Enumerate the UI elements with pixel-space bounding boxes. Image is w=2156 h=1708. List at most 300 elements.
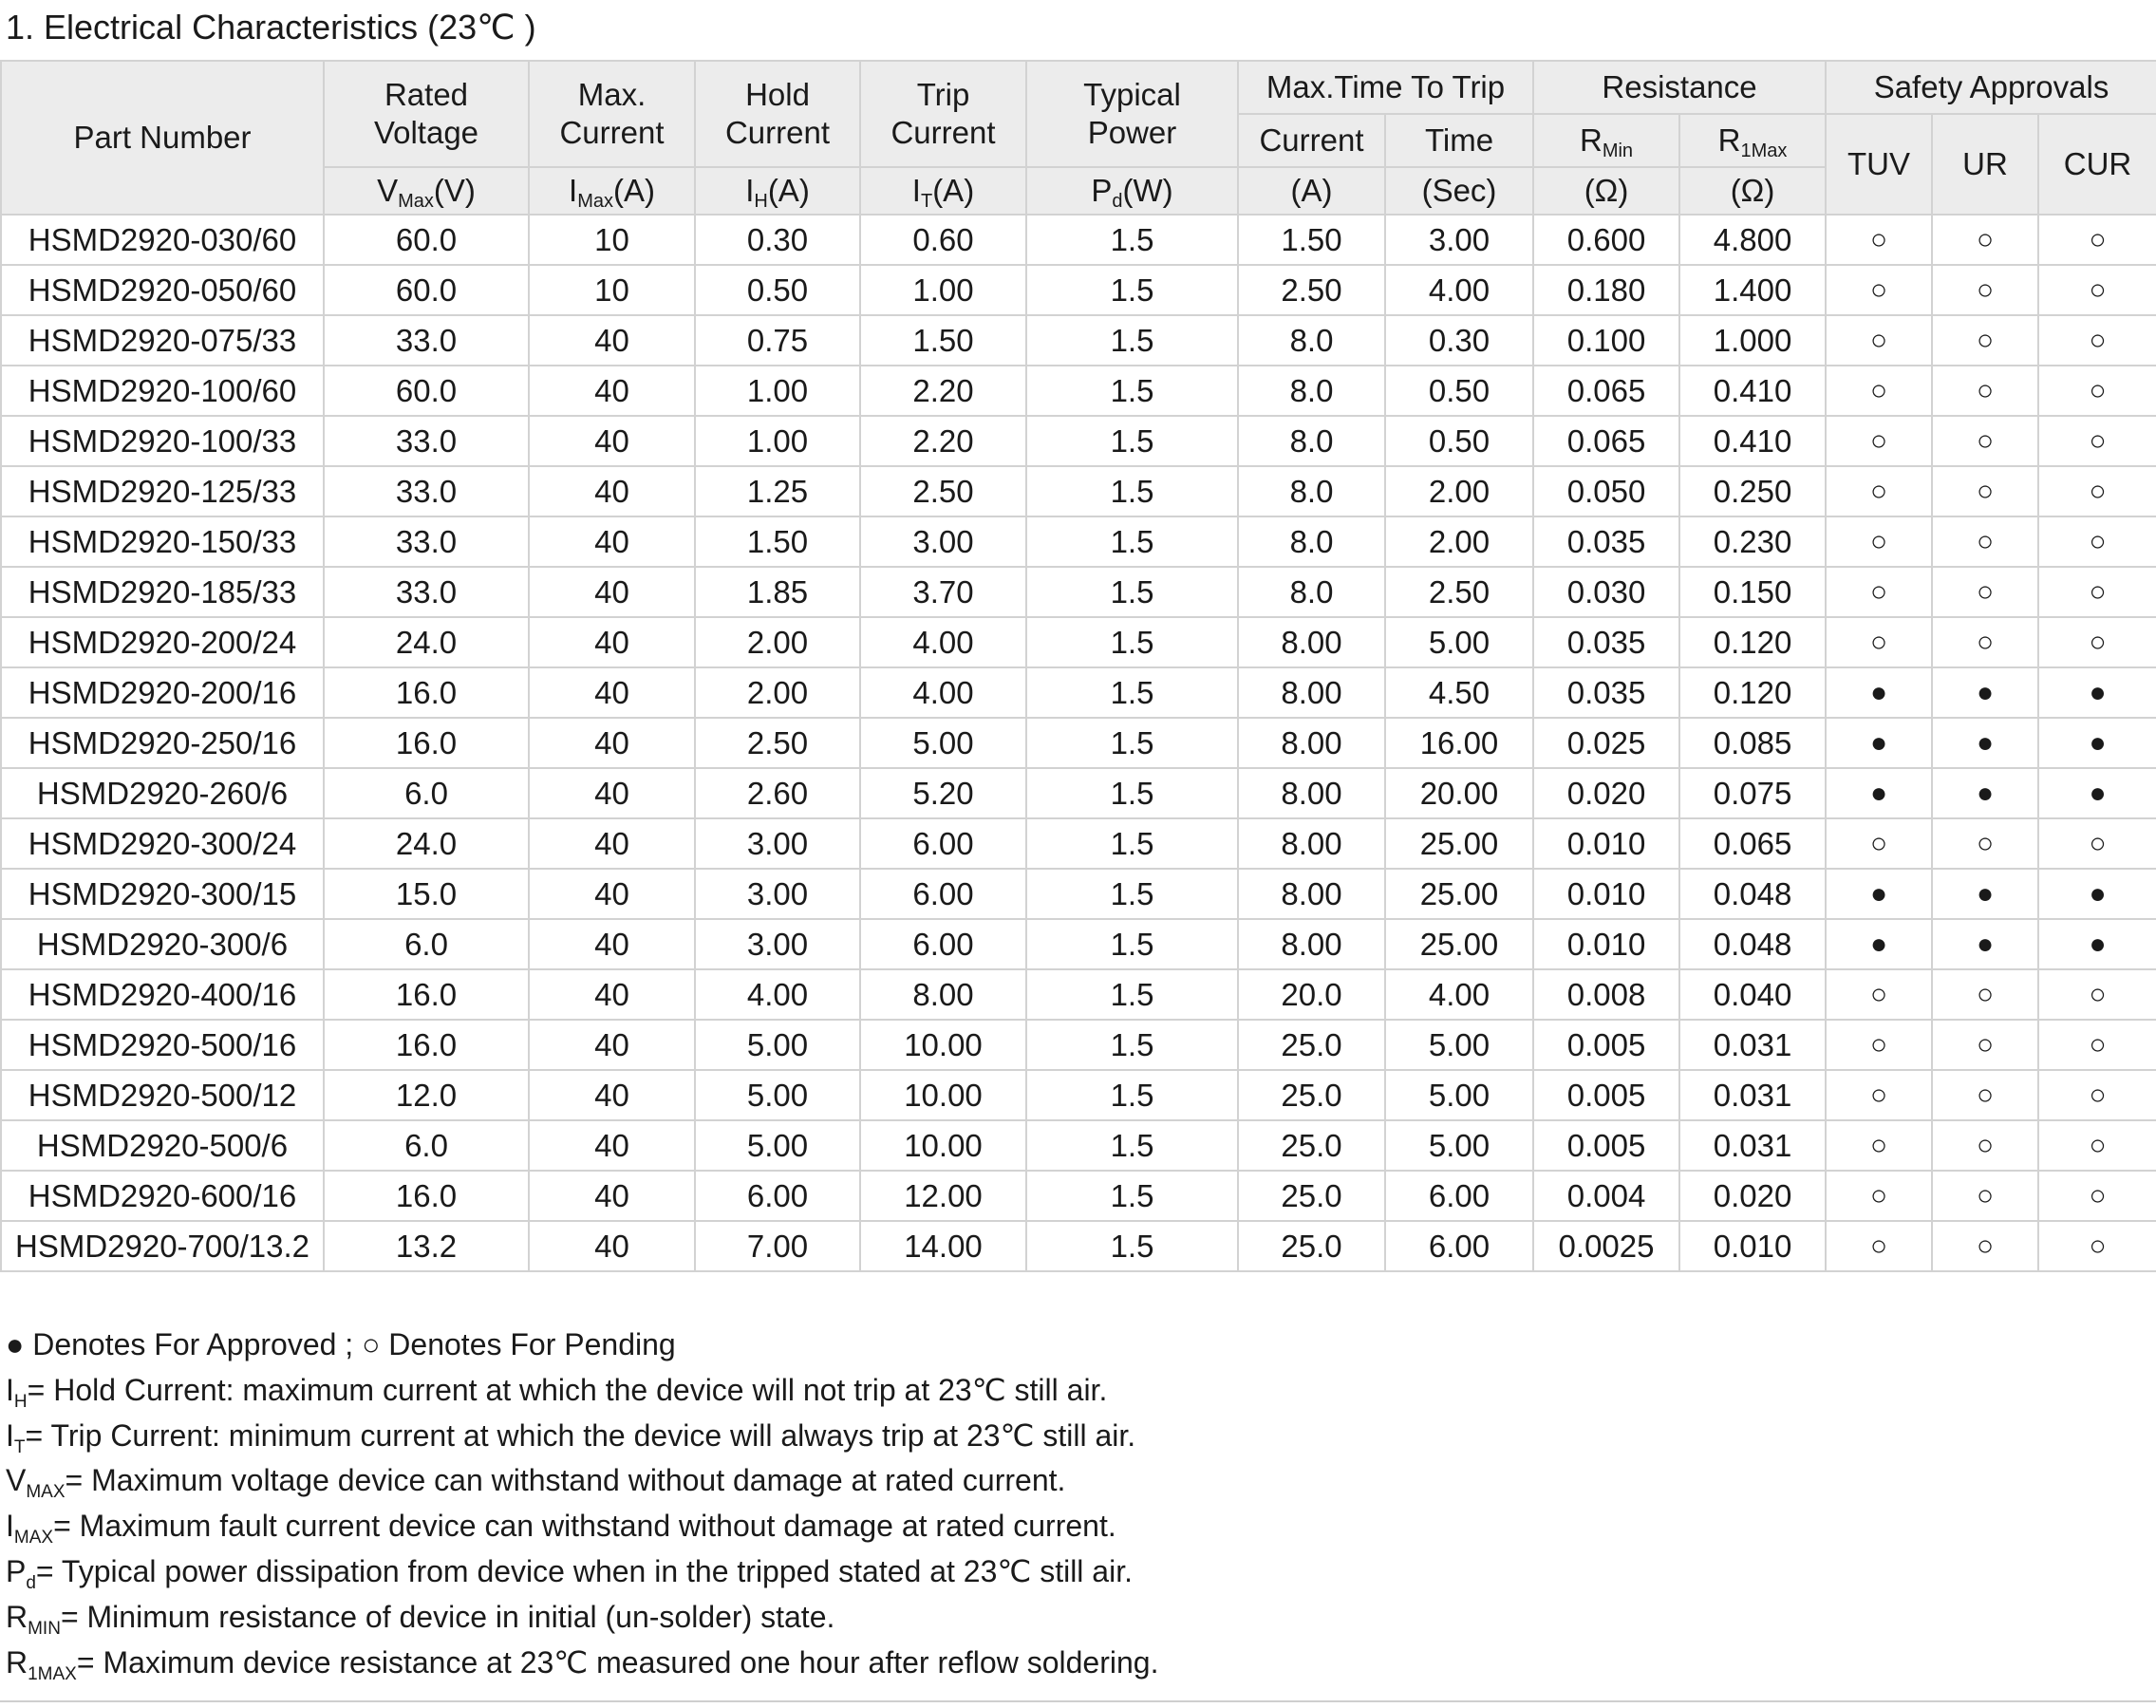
cell-r1max: 0.085 <box>1679 718 1826 768</box>
cell-vmax: 6.0 <box>324 768 529 818</box>
cell-rmin: 0.065 <box>1533 416 1679 466</box>
cell-imax: 40 <box>529 1070 695 1120</box>
cell-imax: 40 <box>529 1221 695 1271</box>
cell-rmin: 0.030 <box>1533 567 1679 617</box>
cell-ttrip-time: 0.50 <box>1385 416 1533 466</box>
table-row <box>1 718 2156 768</box>
cell-cur: ○ <box>2038 1221 2156 1271</box>
cell-pd: 1.5 <box>1026 969 1238 1020</box>
cell-part: HSMD2920-100/33 <box>1 416 324 466</box>
cell-vmax: 24.0 <box>324 617 529 667</box>
cell-ur: ○ <box>1932 315 2038 366</box>
cell-r1max: 0.230 <box>1679 516 1826 567</box>
cell-ttrip-current: 8.0 <box>1238 466 1385 516</box>
footnote: ● Denotes For Approved ; ○ Denotes For Pending <box>6 1327 676 1361</box>
cell-cur: ○ <box>2038 1070 2156 1120</box>
cell-rmin: 0.005 <box>1533 1120 1679 1171</box>
cell-part: HSMD2920-030/60 <box>1 215 324 265</box>
cell-r1max: 0.120 <box>1679 667 1826 718</box>
cell-vmax: 16.0 <box>324 718 529 768</box>
cell-imax: 40 <box>529 516 695 567</box>
cell-ih: 3.00 <box>695 818 860 869</box>
cell-r1max: 0.040 <box>1679 969 1826 1020</box>
cell-tuv: ○ <box>1826 567 1932 617</box>
cell-tuv: ○ <box>1826 466 1932 516</box>
cell-cur: ● <box>2038 718 2156 768</box>
cell-cur: ○ <box>2038 617 2156 667</box>
cell-ih: 4.00 <box>695 969 860 1020</box>
cell-ttrip-time: 5.00 <box>1385 617 1533 667</box>
cell-it: 1.00 <box>860 265 1026 315</box>
table-row <box>1 215 2156 265</box>
cell-rmin: 0.010 <box>1533 818 1679 869</box>
cell-cur: ● <box>2038 869 2156 919</box>
cell-ttrip-current: 8.00 <box>1238 818 1385 869</box>
cell-cur: ○ <box>2038 969 2156 1020</box>
table-row <box>1 265 2156 315</box>
cell-imax: 40 <box>529 969 695 1020</box>
cell-cur: ○ <box>2038 366 2156 416</box>
cell-part: HSMD2920-400/16 <box>1 969 324 1020</box>
table-row <box>1 315 2156 366</box>
cell-ih: 0.75 <box>695 315 860 366</box>
cell-pd: 1.5 <box>1026 516 1238 567</box>
cell-ur: ○ <box>1932 1120 2038 1171</box>
cell-ur: ○ <box>1932 416 2038 466</box>
cell-pd: 1.5 <box>1026 818 1238 869</box>
cell-ih: 0.30 <box>695 215 860 265</box>
cell-ur: ○ <box>1932 466 2038 516</box>
cell-vmax: 6.0 <box>324 1120 529 1171</box>
cell-tuv: ○ <box>1826 315 1932 366</box>
cell-it: 10.00 <box>860 1020 1026 1070</box>
cell-rmin: 0.004 <box>1533 1171 1679 1221</box>
cell-r1max: 1.400 <box>1679 265 1826 315</box>
col-r1max-header: $R_{1Max}$ <box>1679 114 1826 167</box>
cell-vmax: 33.0 <box>324 315 529 366</box>
cell-it: 2.20 <box>860 366 1026 416</box>
col-tuv-header: TUV <box>1826 114 1932 215</box>
unit-r1max: (Ω) <box>1679 167 1826 215</box>
cell-ih: 3.00 <box>695 919 860 969</box>
cell-ttrip-time: 16.00 <box>1385 718 1533 768</box>
cell-ttrip-time: 4.50 <box>1385 667 1533 718</box>
cell-r1max: 1.000 <box>1679 315 1826 366</box>
cell-ttrip-time: 5.00 <box>1385 1120 1533 1171</box>
cell-imax: 40 <box>529 718 695 768</box>
cell-cur: ○ <box>2038 215 2156 265</box>
footnotes <box>6 1323 1158 1685</box>
cell-pd: 1.5 <box>1026 416 1238 466</box>
cell-imax: 40 <box>529 768 695 818</box>
cell-r1max: 0.031 <box>1679 1120 1826 1171</box>
cell-vmax: 6.0 <box>324 919 529 969</box>
unit-pd: $P_d(W)$ <box>1026 167 1238 215</box>
cell-imax: 40 <box>529 869 695 919</box>
cell-rmin: 0.100 <box>1533 315 1679 366</box>
table-row <box>1 667 2156 718</box>
cell-cur: ○ <box>2038 416 2156 466</box>
col-part-number-header: Part Number <box>1 61 324 215</box>
cell-ttrip-time: 3.00 <box>1385 215 1533 265</box>
cell-it: 8.00 <box>860 969 1026 1020</box>
table-row <box>1 1221 2156 1271</box>
cell-ttrip-time: 5.00 <box>1385 1020 1533 1070</box>
cell-part: HSMD2920-700/13.2 <box>1 1221 324 1271</box>
cell-ttrip-time: 6.00 <box>1385 1171 1533 1221</box>
cell-vmax: 24.0 <box>324 818 529 869</box>
cell-part: HSMD2920-150/33 <box>1 516 324 567</box>
cell-cur: ● <box>2038 667 2156 718</box>
cell-tuv: ● <box>1826 869 1932 919</box>
cell-ur: ○ <box>1932 818 2038 869</box>
cell-cur: ○ <box>2038 265 2156 315</box>
cell-ttrip-time: 25.00 <box>1385 818 1533 869</box>
cell-ur: ○ <box>1932 1171 2038 1221</box>
col-rated-voltage-header: Rated Voltage <box>324 61 529 167</box>
cell-ur: ○ <box>1932 1020 2038 1070</box>
cell-tuv: ○ <box>1826 969 1932 1020</box>
cell-vmax: 60.0 <box>324 265 529 315</box>
cell-it: 0.60 <box>860 215 1026 265</box>
table-row <box>1 1070 2156 1120</box>
cell-ur: ● <box>1932 869 2038 919</box>
cell-vmax: 15.0 <box>324 869 529 919</box>
table-row <box>1 818 2156 869</box>
cell-rmin: 0.010 <box>1533 919 1679 969</box>
cell-rmin: 0.035 <box>1533 516 1679 567</box>
table-row <box>1 516 2156 567</box>
cell-rmin: 0.0025 <box>1533 1221 1679 1271</box>
cell-r1max: 0.410 <box>1679 366 1826 416</box>
table-row <box>1 1120 2156 1171</box>
table-row <box>1 617 2156 667</box>
cell-ur: ○ <box>1932 1221 2038 1271</box>
cell-rmin: 0.010 <box>1533 869 1679 919</box>
cell-tuv: ○ <box>1826 1221 1932 1271</box>
cell-ttrip-time: 4.00 <box>1385 969 1533 1020</box>
cell-vmax: 33.0 <box>324 567 529 617</box>
cell-ttrip-current: 1.50 <box>1238 215 1385 265</box>
cell-part: HSMD2920-125/33 <box>1 466 324 516</box>
cell-imax: 40 <box>529 1020 695 1070</box>
cell-ih: 6.00 <box>695 1171 860 1221</box>
cell-tuv: ○ <box>1826 516 1932 567</box>
cell-ih: 2.60 <box>695 768 860 818</box>
table-body <box>1 215 2156 1271</box>
cell-ur: ○ <box>1932 215 2038 265</box>
cell-it: 10.00 <box>860 1120 1026 1171</box>
cell-ur: ○ <box>1932 567 2038 617</box>
cell-ttrip-time: 0.30 <box>1385 315 1533 366</box>
cell-ur: ○ <box>1932 366 2038 416</box>
cell-it: 5.20 <box>860 768 1026 818</box>
cell-vmax: 33.0 <box>324 466 529 516</box>
cell-pd: 1.5 <box>1026 718 1238 768</box>
cell-ih: 1.25 <box>695 466 860 516</box>
cell-ur: ● <box>1932 919 2038 969</box>
cell-part: HSMD2920-075/33 <box>1 315 324 366</box>
cell-ur: ○ <box>1932 617 2038 667</box>
unit-it: $I_T(A)$ <box>860 167 1026 215</box>
cell-imax: 40 <box>529 667 695 718</box>
cell-it: 3.70 <box>860 567 1026 617</box>
cell-rmin: 0.035 <box>1533 617 1679 667</box>
table-row <box>1 768 2156 818</box>
cell-tuv: ○ <box>1826 1120 1932 1171</box>
cell-pd: 1.5 <box>1026 919 1238 969</box>
cell-ttrip-time: 4.00 <box>1385 265 1533 315</box>
cell-r1max: 0.031 <box>1679 1070 1826 1120</box>
cell-pd: 1.5 <box>1026 617 1238 667</box>
cell-cur: ○ <box>2038 1120 2156 1171</box>
cell-ih: 0.50 <box>695 265 860 315</box>
cell-it: 6.00 <box>860 869 1026 919</box>
cell-rmin: 0.005 <box>1533 1020 1679 1070</box>
cell-imax: 40 <box>529 919 695 969</box>
cell-vmax: 13.2 <box>324 1221 529 1271</box>
section-title: 1. Electrical Characteristics (23℃ ) <box>6 8 536 47</box>
cell-it: 6.00 <box>860 818 1026 869</box>
cell-part: HSMD2920-300/15 <box>1 869 324 919</box>
table-row <box>1 969 2156 1020</box>
cell-ih: 7.00 <box>695 1221 860 1271</box>
cell-r1max: 0.048 <box>1679 919 1826 969</box>
cell-ur: ○ <box>1932 516 2038 567</box>
cell-pd: 1.5 <box>1026 667 1238 718</box>
cell-it: 3.00 <box>860 516 1026 567</box>
cell-it: 4.00 <box>860 617 1026 667</box>
cell-rmin: 0.005 <box>1533 1070 1679 1120</box>
cell-vmax: 16.0 <box>324 1020 529 1070</box>
cell-part: HSMD2920-500/16 <box>1 1020 324 1070</box>
cell-ttrip-time: 20.00 <box>1385 768 1533 818</box>
bottom-divider <box>0 1700 2156 1702</box>
cell-ttrip-time: 5.00 <box>1385 1070 1533 1120</box>
cell-ttrip-time: 2.00 <box>1385 466 1533 516</box>
cell-vmax: 33.0 <box>324 416 529 466</box>
table-row <box>1 869 2156 919</box>
electrical-characteristics-table <box>0 60 2156 1272</box>
col-trip-current-sub-header: Current <box>1238 114 1385 167</box>
cell-r1max: 0.410 <box>1679 416 1826 466</box>
col-max-current-header: Max. Current <box>529 61 695 167</box>
cell-it: 4.00 <box>860 667 1026 718</box>
cell-rmin: 0.035 <box>1533 667 1679 718</box>
cell-tuv: ○ <box>1826 215 1932 265</box>
cell-ttrip-time: 0.50 <box>1385 366 1533 416</box>
cell-tuv: ○ <box>1826 617 1932 667</box>
cell-r1max: 0.150 <box>1679 567 1826 617</box>
unit-ih: $I_H(A)$ <box>695 167 860 215</box>
cell-pd: 1.5 <box>1026 1171 1238 1221</box>
cell-imax: 40 <box>529 1171 695 1221</box>
cell-part: HSMD2920-500/12 <box>1 1070 324 1120</box>
cell-tuv: ○ <box>1826 1020 1932 1070</box>
cell-ih: 1.00 <box>695 416 860 466</box>
cell-part: HSMD2920-250/16 <box>1 718 324 768</box>
cell-part: HSMD2920-200/16 <box>1 667 324 718</box>
cell-ttrip-current: 8.0 <box>1238 366 1385 416</box>
cell-cur: ● <box>2038 768 2156 818</box>
cell-ttrip-current: 20.0 <box>1238 969 1385 1020</box>
cell-pd: 1.5 <box>1026 1221 1238 1271</box>
col-trip-time-sub-header: Time <box>1385 114 1533 167</box>
cell-rmin: 0.065 <box>1533 366 1679 416</box>
cell-vmax: 33.0 <box>324 516 529 567</box>
cell-imax: 40 <box>529 617 695 667</box>
cell-pd: 1.5 <box>1026 1120 1238 1171</box>
cell-r1max: 4.800 <box>1679 215 1826 265</box>
cell-r1max: 0.120 <box>1679 617 1826 667</box>
cell-pd: 1.5 <box>1026 567 1238 617</box>
cell-ih: 2.00 <box>695 667 860 718</box>
col-hold-current-header: Hold Current <box>695 61 860 167</box>
cell-imax: 10 <box>529 265 695 315</box>
cell-ttrip-time: 6.00 <box>1385 1221 1533 1271</box>
cell-ur: ○ <box>1932 969 2038 1020</box>
cell-part: HSMD2920-300/6 <box>1 919 324 969</box>
cell-tuv: ● <box>1826 919 1932 969</box>
cell-pd: 1.5 <box>1026 1070 1238 1120</box>
table-row <box>1 567 2156 617</box>
cell-it: 2.20 <box>860 416 1026 466</box>
cell-ttrip-current: 8.00 <box>1238 869 1385 919</box>
cell-rmin: 0.025 <box>1533 718 1679 768</box>
col-cur-header: CUR <box>2038 114 2156 215</box>
cell-it: 5.00 <box>860 718 1026 768</box>
cell-r1max: 0.031 <box>1679 1020 1826 1070</box>
cell-ih: 5.00 <box>695 1120 860 1171</box>
cell-part: HSMD2920-500/6 <box>1 1120 324 1171</box>
cell-pd: 1.5 <box>1026 265 1238 315</box>
footnote: $V_{MAX}=$ Maximum voltage device can withstand without damage at rated current. <box>6 1463 1066 1503</box>
cell-tuv: ● <box>1826 718 1932 768</box>
cell-vmax: 16.0 <box>324 667 529 718</box>
cell-pd: 1.5 <box>1026 466 1238 516</box>
cell-ttrip-time: 2.00 <box>1385 516 1533 567</box>
cell-pd: 1.5 <box>1026 315 1238 366</box>
cell-cur: ○ <box>2038 818 2156 869</box>
cell-rmin: 0.180 <box>1533 265 1679 315</box>
table-row <box>1 466 2156 516</box>
cell-ih: 5.00 <box>695 1020 860 1070</box>
table-row <box>1 416 2156 466</box>
cell-tuv: ○ <box>1826 366 1932 416</box>
cell-ttrip-current: 25.0 <box>1238 1171 1385 1221</box>
cell-cur: ○ <box>2038 567 2156 617</box>
cell-ih: 2.00 <box>695 617 860 667</box>
cell-rmin: 0.600 <box>1533 215 1679 265</box>
cell-ur: ● <box>1932 768 2038 818</box>
cell-ih: 1.00 <box>695 366 860 416</box>
cell-it: 2.50 <box>860 466 1026 516</box>
cell-vmax: 16.0 <box>324 1171 529 1221</box>
table-row <box>1 1171 2156 1221</box>
cell-ur: ○ <box>1932 1070 2038 1120</box>
cell-part: HSMD2920-185/33 <box>1 567 324 617</box>
cell-rmin: 0.008 <box>1533 969 1679 1020</box>
cell-vmax: 60.0 <box>324 366 529 416</box>
cell-pd: 1.5 <box>1026 1020 1238 1070</box>
cell-ur: ● <box>1932 718 2038 768</box>
cell-ttrip-current: 8.0 <box>1238 315 1385 366</box>
cell-tuv: ● <box>1826 667 1932 718</box>
cell-part: HSMD2920-100/60 <box>1 366 324 416</box>
cell-imax: 40 <box>529 1120 695 1171</box>
cell-imax: 40 <box>529 818 695 869</box>
footnote: $R_{1MAX}=$ Maximum device resistance at 23℃ measured one hour after reflow soldering. <box>6 1644 1159 1684</box>
cell-tuv: ○ <box>1826 416 1932 466</box>
cell-tuv: ○ <box>1826 265 1932 315</box>
unit-rmin: (Ω) <box>1533 167 1679 215</box>
cell-pd: 1.5 <box>1026 215 1238 265</box>
footnote: $I_T=$ Trip Current: minimum current at which the device will always trip at 23℃ still air. <box>6 1417 1136 1457</box>
cell-imax: 40 <box>529 567 695 617</box>
cell-ttrip-current: 25.0 <box>1238 1221 1385 1271</box>
col-max-time-to-trip-header: Max.Time To Trip <box>1238 61 1533 114</box>
col-typical-power-header: Typical Power <box>1026 61 1238 167</box>
cell-pd: 1.5 <box>1026 869 1238 919</box>
unit-trip-time: (Sec) <box>1385 167 1533 215</box>
cell-vmax: 12.0 <box>324 1070 529 1120</box>
cell-tuv: ○ <box>1826 818 1932 869</box>
cell-ttrip-current: 25.0 <box>1238 1120 1385 1171</box>
table-header <box>1 61 2156 215</box>
cell-ttrip-current: 8.0 <box>1238 567 1385 617</box>
cell-ih: 3.00 <box>695 869 860 919</box>
table-row <box>1 919 2156 969</box>
cell-it: 12.00 <box>860 1171 1026 1221</box>
cell-imax: 40 <box>529 315 695 366</box>
cell-ttrip-current: 8.0 <box>1238 516 1385 567</box>
col-resistance-header: Resistance <box>1533 61 1826 114</box>
cell-ur: ● <box>1932 667 2038 718</box>
footnote: $I_H=$ Hold Current: maximum current at which the device will not trip at 23℃ still air. <box>6 1372 1108 1412</box>
col-ur-header: UR <box>1932 114 2038 215</box>
footnote: $I_{MAX}=$ Maximum fault current device can withstand without damage at rated current. <box>6 1509 1116 1548</box>
cell-pd: 1.5 <box>1026 768 1238 818</box>
cell-ttrip-current: 8.00 <box>1238 919 1385 969</box>
cell-ur: ○ <box>1932 265 2038 315</box>
cell-tuv: ○ <box>1826 1070 1932 1120</box>
cell-ttrip-current: 2.50 <box>1238 265 1385 315</box>
cell-r1max: 0.020 <box>1679 1171 1826 1221</box>
cell-it: 6.00 <box>860 919 1026 969</box>
cell-part: HSMD2920-050/60 <box>1 265 324 315</box>
cell-ttrip-current: 8.00 <box>1238 718 1385 768</box>
cell-vmax: 16.0 <box>324 969 529 1020</box>
cell-r1max: 0.075 <box>1679 768 1826 818</box>
cell-cur: ○ <box>2038 1020 2156 1070</box>
cell-cur: ○ <box>2038 516 2156 567</box>
cell-it: 1.50 <box>860 315 1026 366</box>
cell-part: HSMD2920-260/6 <box>1 768 324 818</box>
cell-part: HSMD2920-600/16 <box>1 1171 324 1221</box>
cell-ttrip-current: 8.00 <box>1238 617 1385 667</box>
unit-imax: $I_{Max}(A)$ <box>529 167 695 215</box>
cell-ttrip-current: 8.0 <box>1238 416 1385 466</box>
cell-ttrip-time: 2.50 <box>1385 567 1533 617</box>
cell-ttrip-current: 25.0 <box>1238 1020 1385 1070</box>
cell-r1max: 0.048 <box>1679 869 1826 919</box>
cell-rmin: 0.020 <box>1533 768 1679 818</box>
cell-vmax: 60.0 <box>324 215 529 265</box>
cell-r1max: 0.010 <box>1679 1221 1826 1271</box>
cell-part: HSMD2920-300/24 <box>1 818 324 869</box>
cell-r1max: 0.065 <box>1679 818 1826 869</box>
cell-imax: 40 <box>529 416 695 466</box>
